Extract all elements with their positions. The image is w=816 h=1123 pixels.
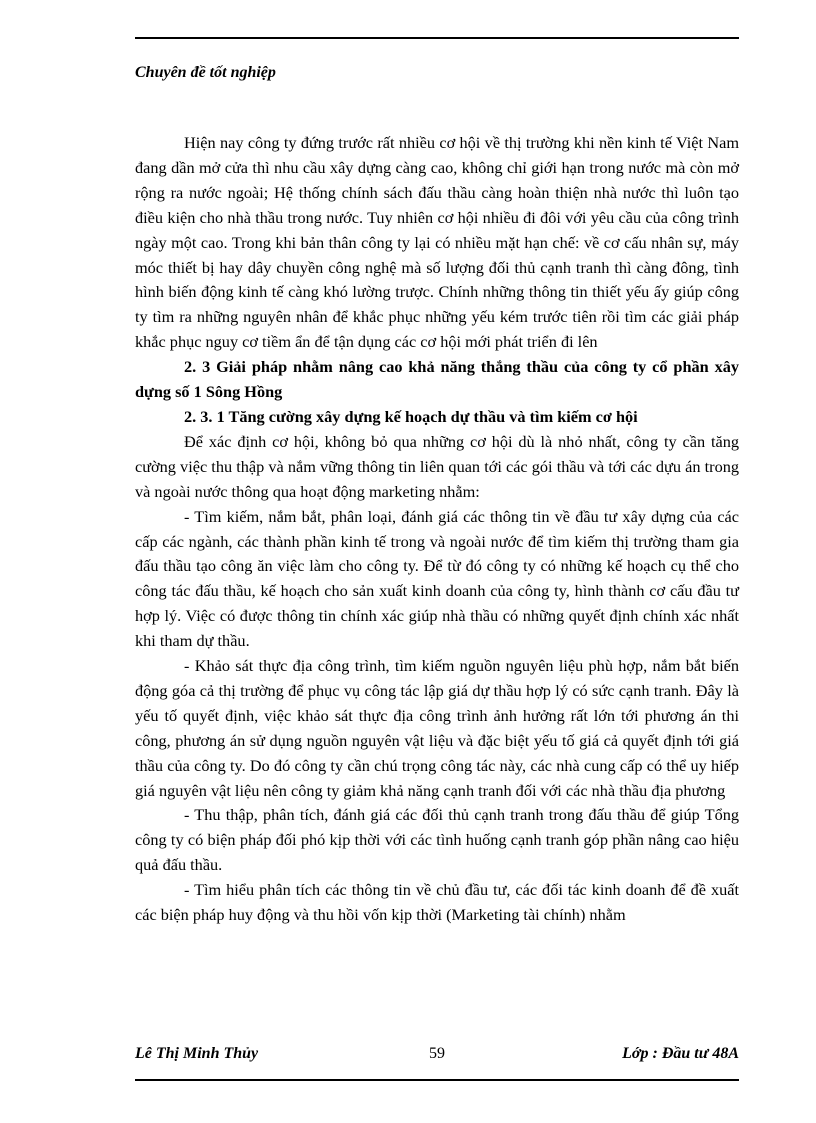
footer-rule bbox=[135, 1079, 739, 1081]
paragraph: Để xác định cơ hội, không bỏ qua những cơ hội dù là nhỏ nhất, công ty cần tăng cường việc thu thập và nắm vững thông tin liên quan tới các gói thầu và tới các dựu án trong và ngoài nước thông qua hoạt động marketing nhằm: bbox=[135, 431, 739, 501]
document-body bbox=[135, 131, 739, 928]
bullet-paragraph: - Khảo sát thực địa công trình, tìm kiếm nguồn nguyên liệu phù hợp, nắm bắt biến động góa cả thị trường để phục vụ công tác lập giá dự thầu hợp lý có sức cạnh tranh. Đây là yếu tố quyết định, việc khảo sát thực địa công trình ảnh hưởng rất lớn tới phương án thi công, phương án sử dụng nguồn nguyên vật liệu và đặc biệt yếu tố giá cả quyết định tới giá thầu của công ty. Do đó công ty cần chú trọng công tác này, các nhà cung cấp có thể uy hiếp giá nguyên vật liệu nên công ty giảm khả năng cạnh tranh đối với các nhà thầu địa phương bbox=[135, 656, 739, 800]
bullet-paragraph: - Thu thập, phân tích, đánh giá các đối thủ cạnh tranh trong đấu thầu để giúp Tổng công ty có biện pháp đối phó kịp thời với các tình huống cạnh tranh góp phần nâng cao hiệu quả đấu thầu. bbox=[135, 805, 739, 875]
footer-author: Lê Thị Minh Thủy bbox=[135, 1045, 259, 1062]
page-footer bbox=[135, 1045, 739, 1063]
footer-class: Lớp : Đầu tư 48A bbox=[622, 1045, 739, 1062]
page-header-title: Chuyên đề tốt nghiệp bbox=[135, 64, 276, 81]
bullet-paragraph: - Tìm hiểu phân tích các thông tin về chủ đầu tư, các đối tác kinh doanh để đề xuất các biện pháp huy động và thu hồi vốn kịp thời (Marketing tài chính) nhằm bbox=[135, 880, 739, 925]
paragraph-intro: Hiện nay công ty đứng trước rất nhiều cơ hội về thị trường khi nền kinh tế Việt Nam đang dần mở cửa thì nhu cầu xây dựng càng cao, không chỉ giới hạn trong nước mà còn mở rộng ra nước ngoài; Hệ thống chính sách đấu thầu càng hoàn thiện nhà nước thì luôn tạo điều kiện cho nhà thầu trong nước. Tuy nhiên cơ hội nhiều đi đôi với yêu cầu của công trình ngày một cao. Trong khi bản thân công ty lại có nhiều mặt hạn chế: về cơ cấu nhân sự, máy móc thiết bị hay dây chuyền công nghệ mà số lượng đối thủ cạnh tranh thì càng đông, tình hình biến động kinh tế càng khó lường trược. Chính những thông tin thiết yếu ấy giúp công ty tìm ra những nguyên nhân để khắc phục những yếu kém trước tiên rồi tìm các giải pháp khắc phục nguy cơ tiềm ẩn để tận dụng các cơ hội mới phát triển đi lên bbox=[135, 133, 739, 352]
header-rule bbox=[135, 37, 739, 39]
section-heading-2-3: 2. 3 Giải pháp nhằm nâng cao khả năng thắng thầu của công ty cổ phần xây dựng số 1 Sông Hồng bbox=[135, 357, 739, 402]
page-number: 59 bbox=[429, 1045, 445, 1062]
section-heading-2-3-1: 2. 3. 1 Tăng cường xây dựng kế hoạch dự thầu và tìm kiếm cơ hội bbox=[184, 406, 638, 426]
bullet-paragraph: - Tìm kiếm, nắm bắt, phân loại, đánh giá các thông tin về đầu tư xây dựng của các cấp các ngành, các thành phần kinh tế trong và ngoài nước để tìm kiếm thị trường tham gia đấu thầu tạo công ăn việc làm cho công ty. Để từ đó công ty có những kế hoạch cụ thể cho công tác đấu thầu, kế hoạch cho sản xuất kinh doanh của công ty, hình thành cơ cấu đầu tư hợp lý. Việc có được thông tin chính xác giúp nhà thầu có những quyết định chính xác nhất khi tham dự thầu. bbox=[135, 506, 739, 651]
